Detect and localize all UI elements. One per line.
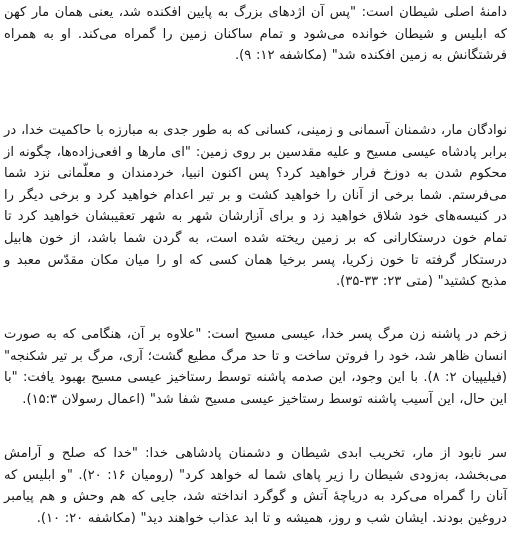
paragraph-heel-wound: زخم در پاشنه زن مرگ پسر خدا، عیسی مسیح است: "علاوه بر آن، هنگامی که به صورت انسان ظاهر شد، خود را فروتن ساخت و تا حد مرگ مطیع گشت؛ آری، مرگ بر تیر شکنجه" (فیلیپیان ۲: ۸). با این وجود، این صدمه پاشنه توسط رستاخیز عیسی مسیح بهبود یافت: "با این حال، این آسیب پاشنه توسط رستاخیز عیسی مسیح شفا شد" (اعمال رسولان ۱۵:۳). [4,327,507,407]
paragraph-head-crushed: سر نابود از مار، تخریب ابدی شیطان و دشمنان پادشاهی خدا: "خدا که صلح و آرامش می‌بخشد، به‌زودی شیطان را زیر پاهای شما له خواهد کرد" (رومیان ۱۶: ۲۰). "و ابلیس که آنان را گمراه می‌کرد به دریاچهٔ آتش و گوگرد انداخته شد، جایی که هم وحش و هم پیامبر دروغین بودند. ایشان شب و روز، همیشه و تا ابد عذاب خواهند دید" (مکاشفه ۲۰: ۱۰). [4,446,508,526]
paragraph-serpent-offspring: نوادگان مار، دشمنان آسمانی و زمینی، کسانی که به طور جدی به مبارزه با حاکمیت خدا، در برابر پادشاه عیسی مسیح و علیه مقدسین بر روی زمین: "ای مارها و افعی‌زاده‌ها، چگونه از محکوم شدن به دوزخ فرار خواهید کرد؟ پس اکنون انبیا، خردمندان و معلّمانی نزد شما می‌فرستم. شما برخی از آنان را خواهید کشت و بر تیر اعدام خواهید کرد و برخی دیگر را در کنیسه‌های خود شلاق خواهید زد و برای آزارشان شهر به شهر تعقیبشان خواهید کرد تا تمام خون درستکارانی که بر زمین ریخته شده است، به گردن شما باشد، از خون هابیل درستکار گرفته تا خون زکریا، پسر برخیا همان کسی که او را میان مکان مقدّس معبد و مذبح کشتید" (متی ۲۳: ۳۳-۳۵). [4,123,507,290]
paragraph-satan-domain: دامنهٔ اصلی شیطان است: "پس آن اژدهای بزرگ به پایین افکنده شد، یعنی همان مار کهن که ابلیس و شیطان خوانده می‌شود و تمام ساکنان زمین را گمراه می‌کند. او به همراه فرشتگانش به زمین افکنده شد" (مکاشفه ۱۲: ۹). [4,5,507,64]
